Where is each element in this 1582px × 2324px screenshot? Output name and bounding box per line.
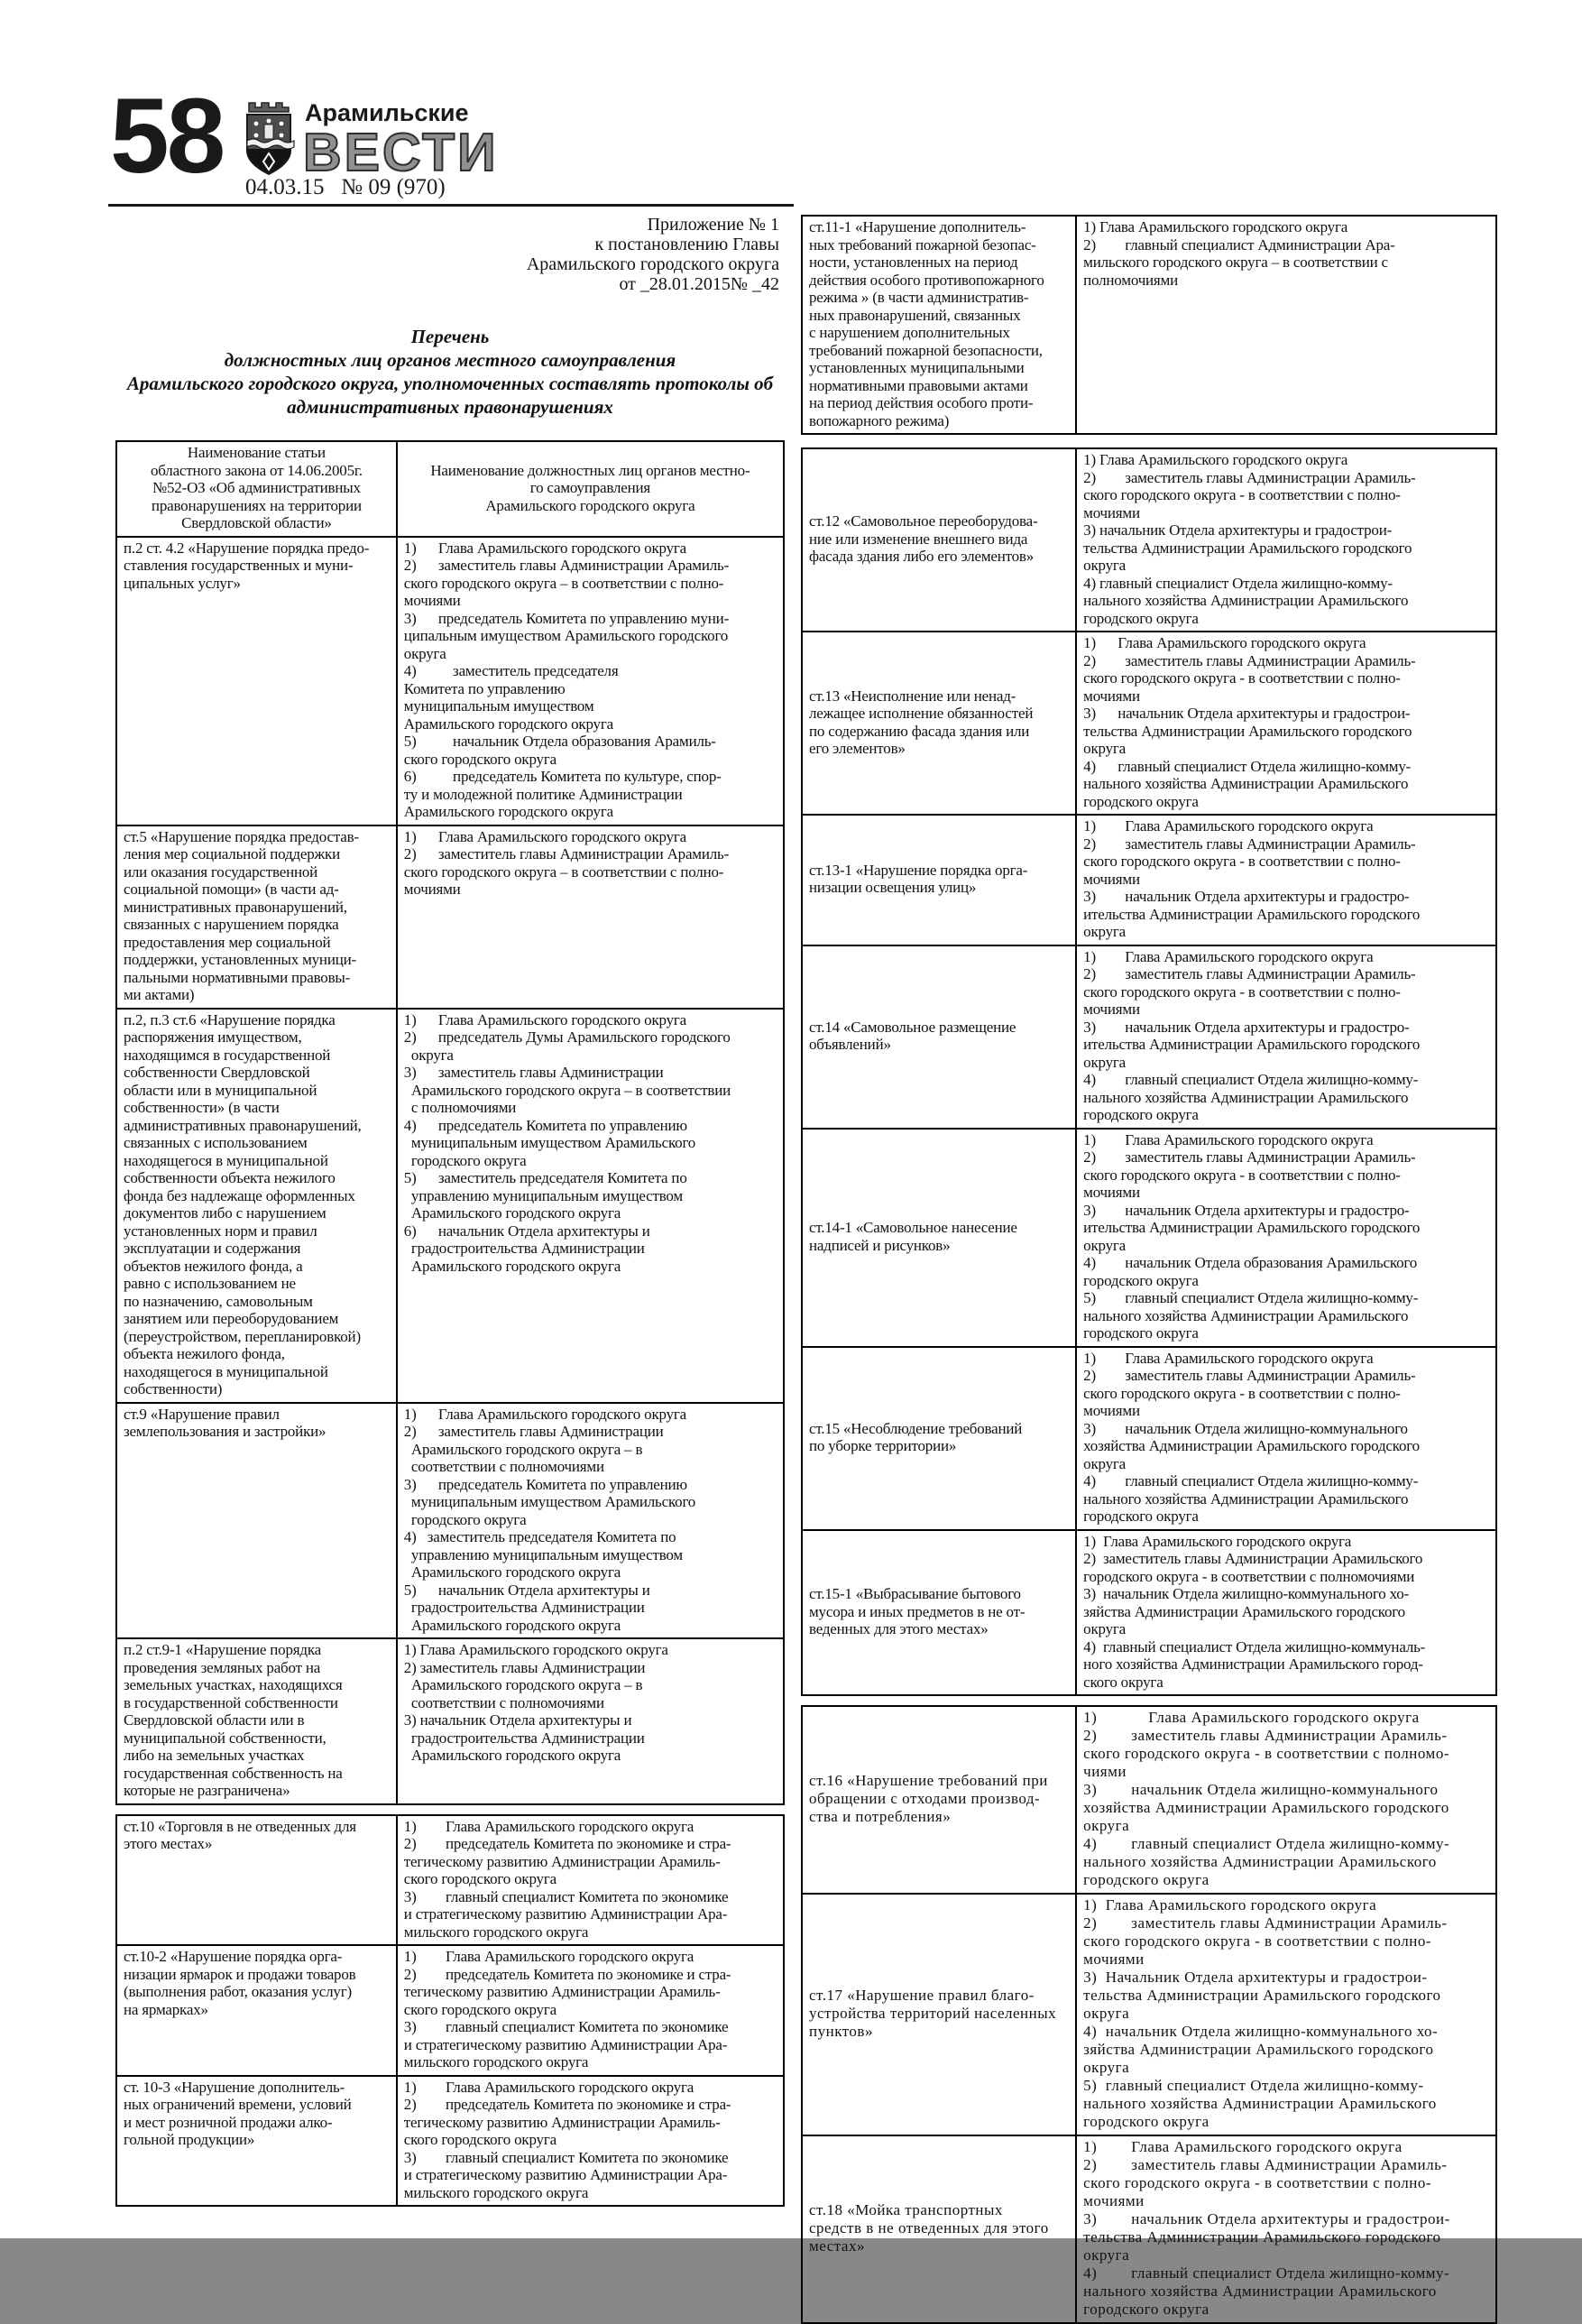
table-row <box>116 1638 784 1804</box>
table-row <box>802 2135 1496 2323</box>
article-cell: ст.15-1 «Выбрасывание бытового мусора и иных предметов в не от- веденных для этого местах» <box>802 1530 1076 1696</box>
officials-cell: 1) Глава Арамильского городского округа 2) заместитель главы Администрации Арамиль- ского городского округа - в соответствии с полно- мочиями 3) начальник Отдела архитектуры и градострои- тельства Администрации Арамильского городского округа 4) главный специалист Отдела жилищно-комму- нального хозяйства Администрации Арамильского городского округа <box>1076 632 1496 815</box>
officials-cell: 1) Глава Арамильского городского округа 2) заместитель главы Администрации Арамильского городского округа – в соответствии с полномочиями 3) начальник Отдела архитектуры и градостроительства Администрации Арамильского городского округа <box>397 1638 784 1804</box>
table-row <box>802 815 1496 945</box>
table-header-row <box>116 441 784 537</box>
article-cell: ст.15 «Несоблюдение требований по уборке территории» <box>802 1347 1076 1530</box>
table-row <box>802 448 1496 632</box>
officials-cell: 1) Глава Арамильского городского округа 2) заместитель главы Администрации Арамиль- ского городского округа - в соответствии с полно- мочиями 3) начальник Отдела архитектуры и градострои- тельства Администрации Арамильского городского округа 4) главный специалист Отдела жилищно-комму- нального хозяйства Администрации Арамильского городского округа <box>1076 448 1496 632</box>
table-row <box>802 1894 1496 2135</box>
officials-cell: 1) Глава Арамильского городского округа 2) заместитель главы Администрации Арамиль- ского городского округа - в соответствии с полно- мочиями 3) начальник Отдела жилищно-коммунального хозяйства Администрации Арамильского городского округа 4) главный специалист Отдела жилищно-комму- нального хозяйства Администрации Арамильского городского округа <box>1076 1347 1496 1530</box>
article-header-cell: Наименование статьи областного закона от 14.06.2005г. №52-ОЗ «Об административных правонарушениях на территории Свердловской области» <box>116 441 397 537</box>
table-row <box>116 825 784 1009</box>
page-number: 58 <box>110 77 224 196</box>
officials-cell: 1) Глава Арамильского городского округа 2) заместитель главы Администрации Арамиль- ского городского округа - в соответствии с полно- мочиями 3) Начальник Отдела архитектуры и градострои- тельства Администрации Арамильского городского округа 4) начальник Отдела жилищно-коммунального хо- зяйства Администрации Арамильского городского округа 5) главный специалист Отдела жилищно-комму- нального хозяйства Администрации Арамильского городского округа <box>1076 1894 1496 2135</box>
officials-cell: 1) Глава Арамильского городского округа 2) заместитель главы Администрации Арамиль- ского городского округа - в соответствии с полно- мочиями 3) начальник Отдела архитектуры и градостро- ительства Администрации Арамильского городского округа 4) начальник Отдела образования Арамильского городского округа 5) главный специалист Отдела жилищно-комму- нального хозяйства Администрации Арамильского городского округа <box>1076 1129 1496 1347</box>
article-cell: ст.14-1 «Самовольное нанесение надписей и рисунков» <box>802 1129 1076 1347</box>
table-row <box>802 1530 1496 1696</box>
officials-cell: 1) Глава Арамильского городского округа 2) заместитель главы Администрации Арамиль- ского городского округа - в соответствии с полно- мочиями 3) начальник Отдела архитектуры и градостро- ительства Администрации Арамильского городского округа 4) главный специалист Отдела жилищно-комму- нального хозяйства Администрации Арамильского городского округа <box>1076 945 1496 1129</box>
officials-cell: 1) Глава Арамильского городского округа 2) заместитель главы Администрации Арамиль- ского городского округа - в соответствии с полно- мочиями 3) начальник Отдела архитектуры и градострои- тельства Администрации Арамильского городского округа 4) главный специалист Отдела жилищно-комму- нального хозяйства Администрации Арамильского городского округа <box>1076 2135 1496 2323</box>
article-cell: п.2 ст.9-1 «Нарушение порядка проведения земляных работ на земельных участках, находящихся в государственной собственности Свердловской области или в муниципальной собственности, либо на земельных участках государственная собственность на которые не разграничена» <box>116 1638 397 1804</box>
article-cell: ст.9 «Нарушение правил землепользования и застройки» <box>116 1403 397 1639</box>
article-cell: ст.5 «Нарушение порядка предостав- ления мер социальной поддержки или оказания государственной социальной помощи» (в части ад- министративных правонарушений, связанных с нарушением порядка предоставления мер социальной поддержки, установленных муници- пальными нормативными правовы- ми актами) <box>116 825 397 1009</box>
officials-table-left-2 <box>115 1814 785 2208</box>
officials-cell: 1) Глава Арамильского городского округа 2) председатель Думы Арамильского городского округа 3) заместитель главы Администрации Арамильского городского округа – в соответствии с полномочиями 4) председатель Комитета по управлению муниципальным имуществом Арамильского городского округа 5) заместитель председателя Комитета по управлению муниципальным имуществом Арамильского городского округа 6) начальник Отдела архитектуры и градостроительства Администрации Арамильского городского округа <box>397 1009 784 1403</box>
table-row <box>802 1706 1496 1894</box>
officials-table-left-1 <box>115 440 785 1805</box>
newspaper-title-top: Арамильские <box>305 99 469 126</box>
article-cell: ст.10 «Торговля в не отведенных для этого местах» <box>116 1815 397 1946</box>
right-column <box>801 215 1497 2324</box>
masthead-divider <box>108 204 794 207</box>
table-row <box>802 216 1496 434</box>
newspaper-title-bottom: ВЕСТИ <box>303 123 499 182</box>
left-column <box>115 215 785 2207</box>
article-cell: ст.18 «Мойка транспортных средств в не отведенных для этого местах» <box>802 2135 1076 2323</box>
officials-cell: 1) Глава Арамильского городского округа 2) заместитель главы Администрации Арамиль- ского городского округа - в соответствии с полно- мочиями 3) начальник Отдела архитектуры и градостро- ительства Администрации Арамильского городского округа <box>1076 815 1496 945</box>
officials-cell: 1) Глава Арамильского городского округа 2) заместитель главы Администрации Арамильского городского округа – в соответствии с полномочиями 3) председатель Комитета по управлению муниципальным имуществом Арамильского городского округа 4) заместитель председателя Комитета по управлению муниципальным имуществом Арамильского городского округа 5) начальник Отдела архитектуры и градостроительства Администрации Арамильского городского округа <box>397 1403 784 1639</box>
officials-table-right-3 <box>801 1705 1497 2324</box>
article-cell: ст.13 «Неисполнение или ненад- лежащее исполнение обязанностей по содержанию фасада здания или его элементов» <box>802 632 1076 815</box>
table-row <box>116 1009 784 1403</box>
table-row <box>802 1129 1496 1347</box>
article-cell: ст.12 «Самовольное переоборудова- ние или изменение внешнего вида фасада здания либо его элементов» <box>802 448 1076 632</box>
appendix-reference: Приложение № 1 к постановлению Главы Арамильского городского округа от _28.01.2015№ _42 <box>526 215 779 294</box>
city-coat-of-arms-icon <box>244 99 294 181</box>
officials-header-cell: Наименование должностных лиц органов местно- го самоуправления Арамильского городского округа <box>397 441 784 537</box>
table-row <box>802 945 1496 1129</box>
officials-cell: 1) Глава Арамильского городского округа 2) главный специалист Администрации Ара- мильского городского округа – в соответствии с полномочиями <box>1076 216 1496 434</box>
article-cell: ст.16 «Нарушение требований при обращении с отходами производ- ства и потребления» <box>802 1706 1076 1894</box>
table-row <box>116 1403 784 1639</box>
table-row <box>116 2076 784 2207</box>
officials-cell: 1) Глава Арамильского городского округа 2) заместитель главы Администрации Арамиль- ского городского округа – в соответствии с полно- мочиями <box>397 825 784 1009</box>
officials-cell: 1) Глава Арамильского городского округа 2) председатель Комитета по экономике и стра- тегическому развитию Администрации Арамиль- ского городского округа 3) главный специалист Комитета по экономике и стратегическому развитию Администрации Ара- мильского городского округа <box>397 1945 784 2076</box>
article-cell: п.2, п.3 ст.6 «Нарушение порядка распоряжения имуществом, находящимся в государственной собственности Свердловской области или в муниципальной собственности» (в части административных правонарушений, связанных с использованием находящегося в муниципальной собственности объекта нежилого фонда без надлежаще оформленных документов либо с нарушением установленных норм и правил эксплуатации и содержания объектов нежилого фонда, а равно с использованием не по назначению, самовольным занятием или переоборудованием (переустройством, перепланировкой) объекта нежилого фонда, находящегося в муниципальной собственности) <box>116 1009 397 1403</box>
table-row <box>116 1815 784 1946</box>
officials-cell: 1) Глава Арамильского городского округа 2) председатель Комитета по экономике и стра- тегическому развитию Администрации Арамиль- ского городского округа 3) главный специалист Комитета по экономике и стратегическому развитию Администрации Ара- мильского городского округа <box>397 2076 784 2207</box>
article-cell: ст.17 «Нарушение правил благо- устройства территорий населенных пунктов» <box>802 1894 1076 2135</box>
officials-table-right-2 <box>801 447 1497 1696</box>
officials-cell: 1) Глава Арамильского городского округа 2) председатель Комитета по экономике и стра- тегическому развитию Администрации Арамиль- ского городского округа 3) главный специалист Комитета по экономике и стратегическому развитию Администрации Ара- мильского городского округа <box>397 1815 784 1946</box>
table-row <box>802 1347 1496 1530</box>
article-cell: п.2 ст. 4.2 «Нарушение порядка предо- ставления государственных и муни- ципальных услуг» <box>116 537 397 825</box>
officials-cell: 1) Глава Арамильского городского округа 2) заместитель главы Администрации Арамиль- ского городского округа – в соответствии с полно- мочиями 3) председатель Комитета по управлению муни- ципальным имуществом Арамильского городского округа 4) заместитель председателя Комитета по управлению муниципальным имуществом Арамильского городского округа 5) начальник Отдела образования Арамиль- ского городского округа 6) председатель Комитета по культуре, спор- ту и молодежной политике Администрации Арамильского городского округа <box>397 537 784 825</box>
officials-cell: 1) Глава Арамильского городского округа 2) заместитель главы Администрации Арамильского городского округа - в соответствии с полномочиями 3) начальник Отдела жилищно-коммунального хо- зяйства Администрации Арамильского городского округа 4) главный специалист Отдела жилищно-коммуналь- ного хозяйства Администрации Арамильского город- ского округа <box>1076 1530 1496 1696</box>
article-cell: ст.13-1 «Нарушение порядка орга- низации освещения улиц» <box>802 815 1076 945</box>
article-cell: ст. 10-3 «Нарушение дополнитель- ных ограничений времени, условий и мест розничной продажи алко- гольной продукции» <box>116 2076 397 2207</box>
article-cell: ст.14 «Самовольное размещение объявлений» <box>802 945 1076 1129</box>
officials-cell: 1) Глава Арамильского городского округа 2) заместитель главы Администрации Арамиль- ского городского округа - в соответствии с полномо- чиями 3) начальник Отдела жилищно-коммунального хозяйства Администрации Арамильского городского округа 4) главный специалист Отдела жилищно-комму- нального хозяйства Администрации Арамильского городского округа <box>1076 1706 1496 1894</box>
issue-date-number: 04.03.15 № 09 (970) <box>245 175 446 199</box>
table-row <box>116 537 784 825</box>
article-cell: ст.10-2 «Нарушение порядка орга- низации ярмарок и продажи товаров (выполнения работ, оказания услуг) на ярмарках» <box>116 1945 397 2076</box>
officials-table-right-1 <box>801 215 1497 435</box>
document-title: Перечень должностных лиц органов местного самоуправления Арамильского городского округа, уполномоченных составлять протоколы об административных правонарушениях <box>126 326 774 418</box>
table-row <box>116 1945 784 2076</box>
table-row <box>802 632 1496 815</box>
article-cell: ст.11-1 «Нарушение дополнитель- ных требований пожарной безопас- ности, установленных на период действия особого противопожарного режима » (в части административ- ных правонарушений, связанных с нарушением дополнительных требований пожарной безопасности, установленных муниципальными нормативными правовыми актами на период действия особого проти- вопожарного режима) <box>802 216 1076 434</box>
